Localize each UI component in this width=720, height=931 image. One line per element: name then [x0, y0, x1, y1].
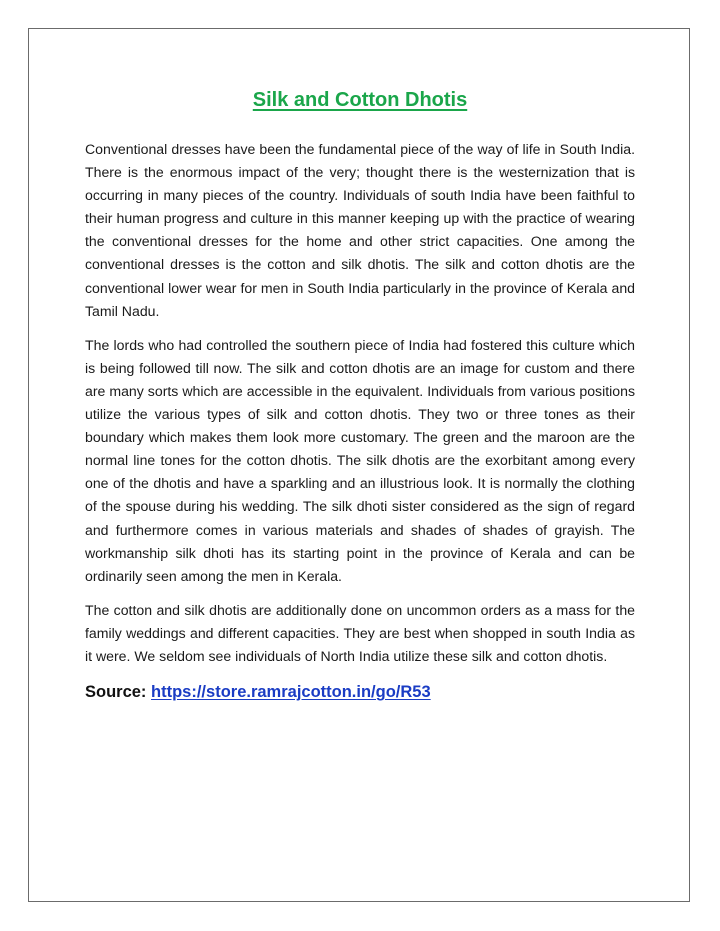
- paragraph-2: The lords who had controlled the southern piece of India had fostered this culture which is being followed till now. The silk and cotton dhotis are an image for custom and there are many sorts which are accessible in the equivalent. Individuals from various positions utilize the various types of silk and cotton dhotis. They two or three tones as their boundary which makes them look more customary. The green and the maroon are the normal line tones for the cotton dhotis. The silk dhotis are the exorbitant among every one of the dhotis and have a sparkling and an illustrious look. It is normally the clothing of the spouse during his wedding. The silk dhoti sister considered as the sign of regard and furthermore comes in various materials and shades of shades of grayish. The workmanship silk dhoti has its starting point in the province of Kerala and can be ordinarily seen among the men in Kerala.: [85, 336, 635, 584]
- document-title: Silk and Cotton Dhotis: [252, 89, 468, 111]
- source-link[interactable]: https://store.ramrajcotton.in/go/R53: [151, 683, 431, 702]
- paragraph-3: The cotton and silk dhotis are additionally done on uncommon orders as a mass for the family weddings and different capacities. They are best when shopped in south India as it were. We seldom see individuals of North India utilize these silk and cotton dhotis.: [85, 601, 635, 664]
- source-label: Source:: [85, 683, 147, 702]
- paragraph-1: Conventional dresses have been the fundamental piece of the way of life in South India. There is the enormous impact of the very; thought there is the westernization that is occurring in many pieces of the country. Individuals of south India have been faithful to their human progress and culture in this manner keeping up with the practice of wearing the conventional dresses for the home and other strict capacities. One among the conventional dresses is the cotton and silk dhotis. The silk and cotton dhotis are the conventional lower wear for men in South India particularly in the province of Kerala and Tamil Nadu.: [85, 141, 635, 319]
- document-body: [85, 86, 635, 704]
- source-line: [85, 680, 635, 704]
